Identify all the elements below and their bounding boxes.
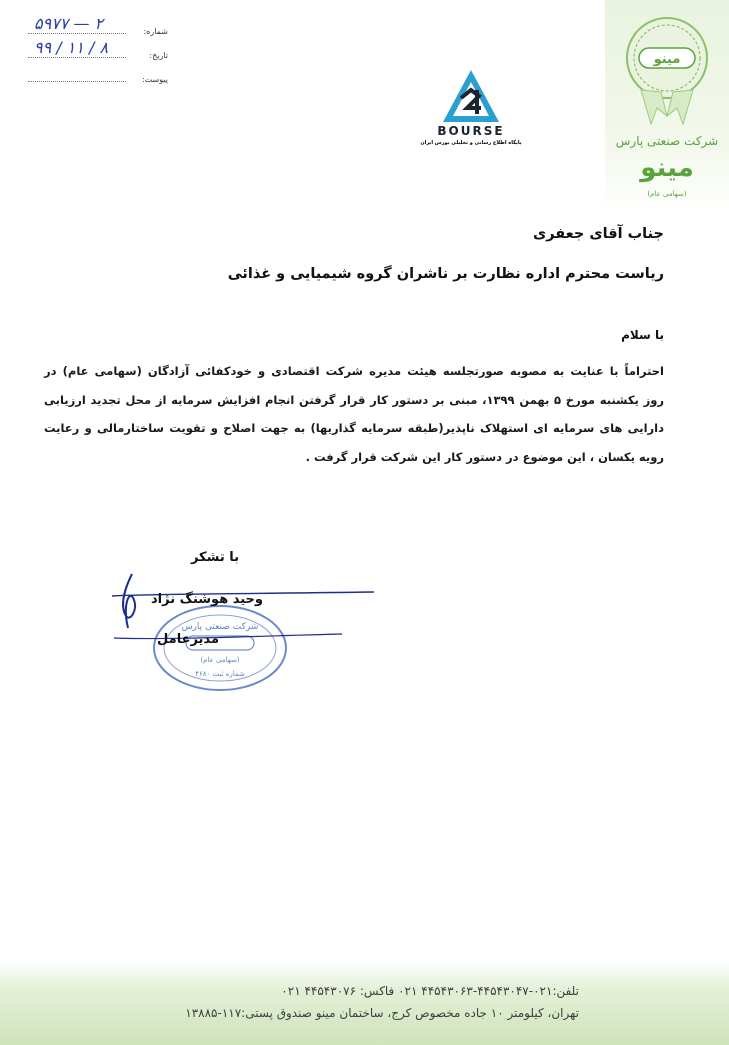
reference-date-dotted-line — [28, 57, 126, 58]
reference-number-dotted-line — [28, 33, 126, 34]
reference-attachment-dotted-line — [28, 81, 126, 82]
stamp-bottom-text: شماره ثبت ۴۶۸۰ — [195, 670, 245, 678]
company-header — [605, 0, 729, 212]
reference-number-value: ۵۹۷۷ — ۲ — [34, 14, 104, 33]
body-line: دارایی های سرمایه ای استهلاک ناپذیر(طبقه سرمایه گذاریها) به جهت اصلاح و تقویت ساختارمالی و رعایت — [44, 421, 664, 435]
reference-number-row — [28, 14, 168, 38]
bourse-wordmark: BOURSE — [437, 124, 505, 138]
signer-title: مدیرعامل — [157, 632, 219, 647]
body-line: رویه یکسان ، این موضوع در دستور کار این شرکت قرار گرفت . — [305, 449, 664, 464]
footer-address: تهران، کیلومتر ۱۰ جاده مخصوص کرج، ساختمان مینو صندوق پستی:۱۱۷-۱۳۸۸۵ — [185, 1006, 579, 1020]
body-line: احتراماً با عنایت به مصوبه صورتجلسه هیئت مدیره شرکت اقتصادی و خودکفائی آزادگان (سهامی عام) در — [44, 364, 664, 378]
bourse-logo — [420, 68, 522, 164]
recipient-name: جناب آقای جعفری — [532, 226, 664, 242]
reference-date-label: تاریخ: — [149, 51, 168, 60]
recipient-title: ریاست محترم اداره نظارت بر ناشران گروه شیمیایی و غذائی — [227, 266, 664, 282]
reference-date-row — [28, 38, 168, 62]
company-type: (سهامی عام) — [647, 190, 687, 198]
bourse-tagline: پایگاه اطلاع رسانی و تحلیلی بورس ایران — [420, 140, 522, 146]
reference-attachment-row — [28, 62, 168, 86]
minoo-badge-text: مینو — [653, 52, 681, 67]
letter-body — [44, 357, 664, 471]
footer — [0, 960, 729, 1045]
body-line: روز یکشنبه مورخ ۵ بهمن ۱۳۹۹، مبنی بر دستور کار قرار گرفتن انجام افزایش سرمایه از محل تجدید ارزیابی — [44, 392, 664, 407]
reference-block — [28, 14, 168, 86]
minoo-badge-icon — [621, 12, 713, 130]
company-brand-wordmark: مینو — [640, 153, 694, 183]
stamp-top-text: شرکت صنعتی پارس — [181, 622, 259, 632]
greeting: با سلام — [621, 328, 664, 342]
reference-attachment-label: پیوست: — [141, 75, 168, 84]
footer-phone: تلفن:۰۲۱-۴۴۵۴۳۰۴۷-۴۴۵۴۳۰۶۳ ۰۲۱ فاکس: ۴۴۵۴۳۰۷۶ ۰۲۱ — [281, 984, 579, 998]
handwritten-signature — [110, 570, 380, 650]
bourse-triangle-icon — [441, 68, 501, 126]
stamp-middle-text: (سهامی عام) — [200, 656, 240, 664]
closing-text: با تشکر — [190, 550, 239, 565]
company-name: شرکت صنعتی پارس — [615, 134, 719, 148]
signer-name: وحید هوشنگ نژاد — [151, 592, 263, 607]
reference-number-label: شماره: — [143, 27, 168, 36]
reference-date-value: ۹۹ / ۱۱ / ۸ — [34, 38, 109, 57]
